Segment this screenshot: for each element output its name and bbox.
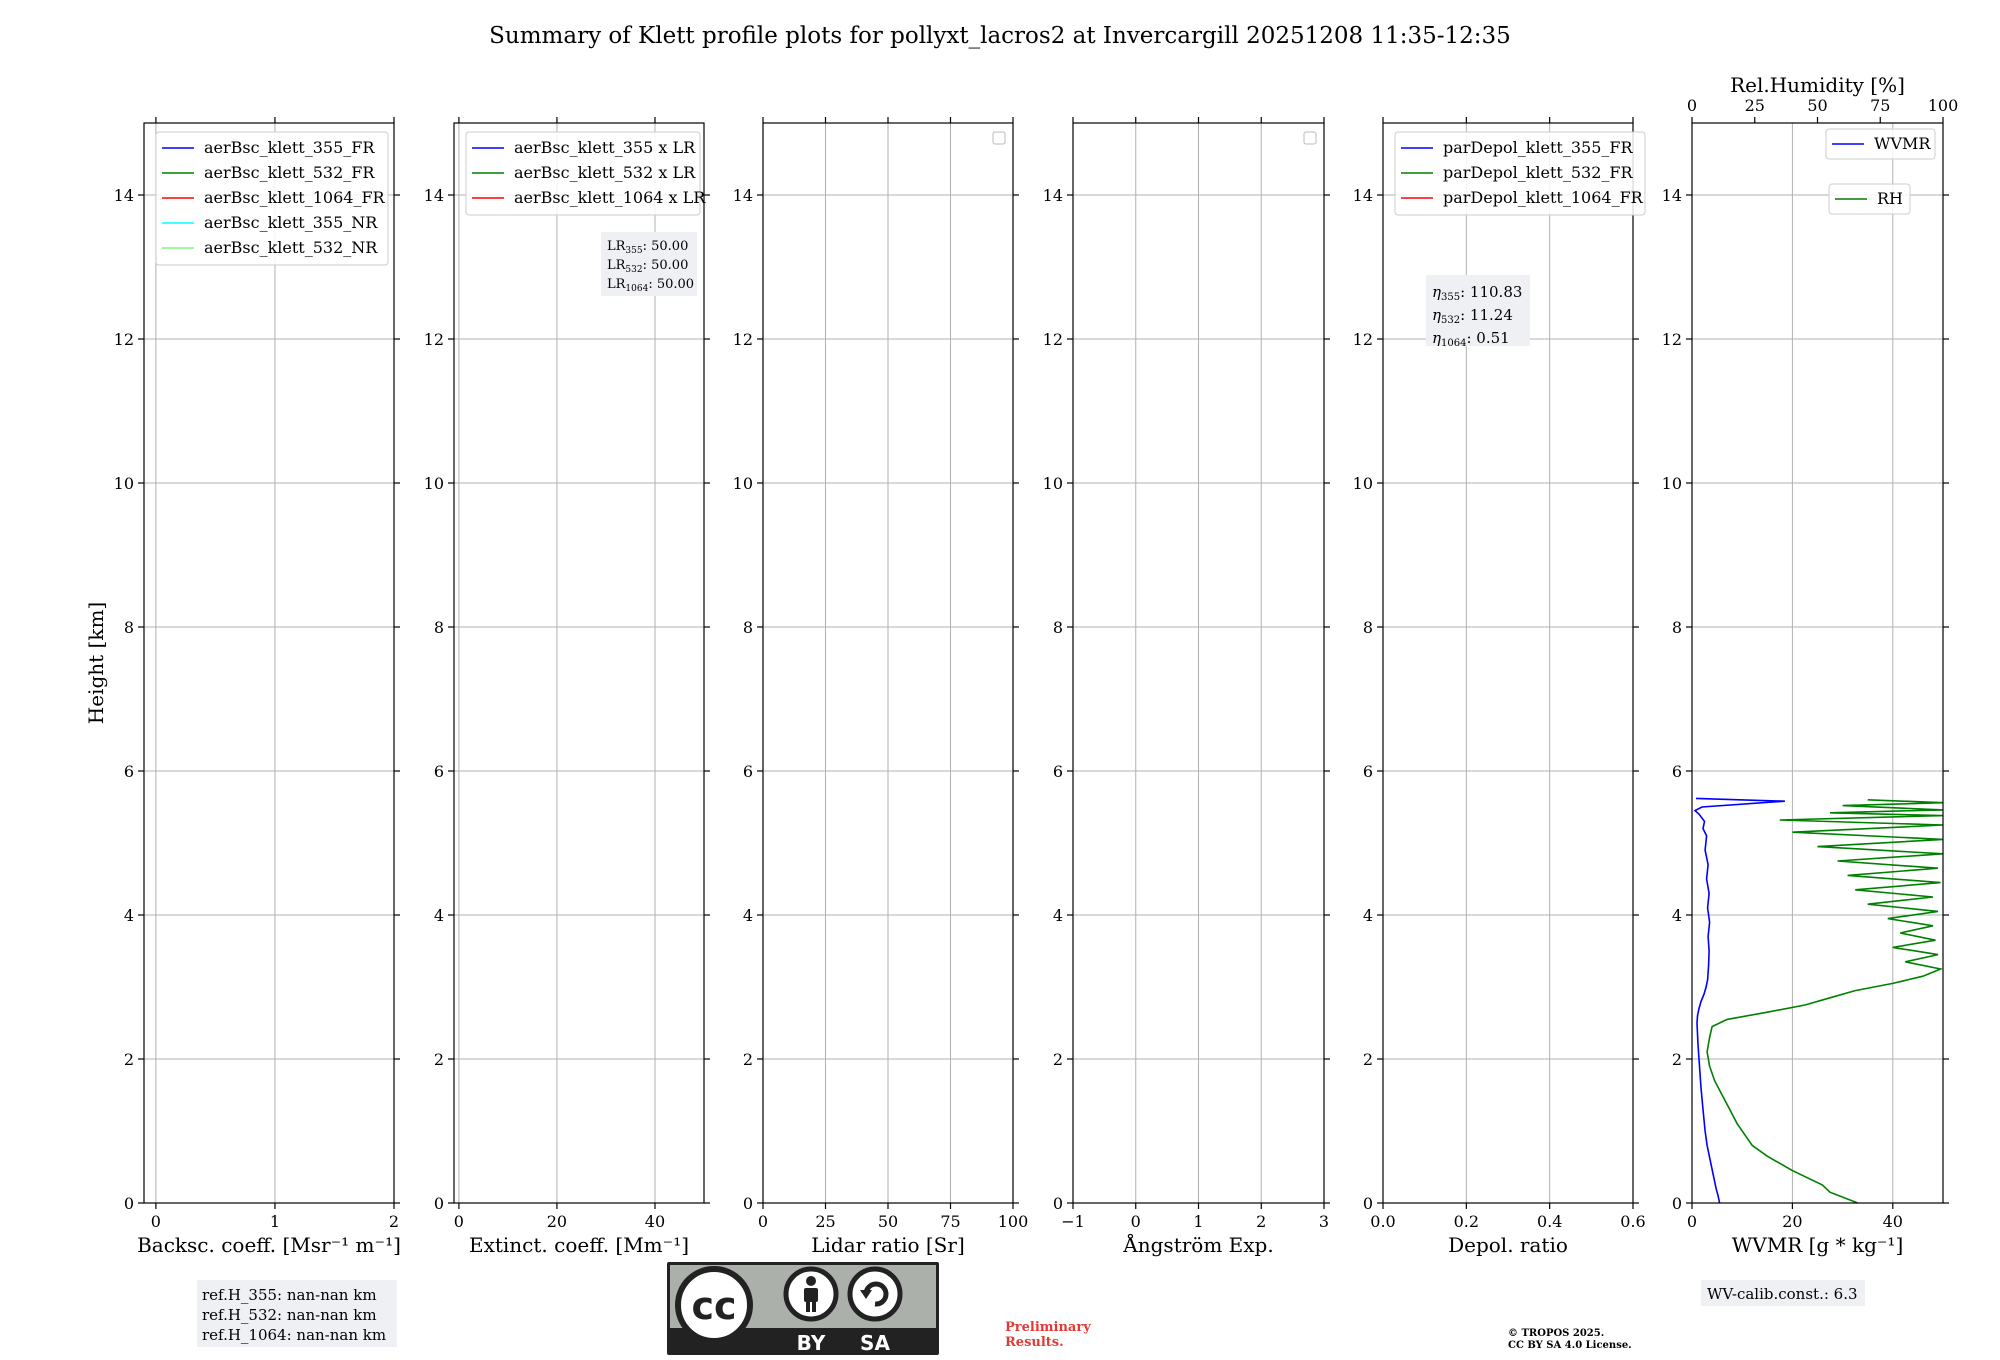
x-tick-label: 0.6: [1620, 1212, 1646, 1231]
y-tick-label: 14: [113, 186, 134, 205]
y-tick-label: 12: [732, 330, 753, 349]
cc-by-sa-badge: [667, 1262, 939, 1355]
y-tick-label: 0: [123, 1194, 134, 1213]
panel-2: [424, 117, 710, 1257]
y-tick-label: 4: [742, 906, 753, 925]
panel-5-xlabel: Depol. ratio: [1448, 1233, 1568, 1257]
x-tick-label: 0.4: [1536, 1212, 1563, 1231]
legend-entry: parDepol_klett_532_FR: [1443, 163, 1633, 182]
y-tick-label: 8: [1362, 618, 1373, 637]
y-tick-label: 4: [1362, 906, 1373, 925]
y-tick-label: 8: [433, 618, 444, 637]
x2-tick-label: 50: [1807, 96, 1828, 115]
legend-entry: parDepol_klett_1064_FR: [1443, 188, 1643, 207]
x-tick-label: 20: [546, 1212, 568, 1231]
x-tick-label: 0: [1130, 1212, 1141, 1231]
x-tick-label: 40: [644, 1212, 666, 1231]
y-tick-label: 0: [742, 1194, 753, 1213]
y-tick-label: 12: [113, 330, 134, 349]
panel-6-grid: [1692, 123, 1943, 1203]
badge-sa: SA: [860, 1331, 890, 1355]
legend-entry: parDepol_klett_355_FR: [1443, 138, 1633, 157]
y-tick-label: 6: [433, 762, 444, 781]
legend-entry: WVMR: [1874, 134, 1931, 153]
y-tick-label: 6: [1052, 762, 1063, 781]
lidar-ratio-355: $LR_{355}$: 50.00: [607, 239, 689, 256]
empty-legend-marker: [993, 132, 1005, 144]
y-tick-label: 4: [123, 906, 134, 925]
y-tick-label: 2: [433, 1050, 444, 1069]
share-alike-icon: [850, 1269, 900, 1319]
legend-entry: aerBsc_klett_1064 x LR: [514, 188, 706, 207]
x-tick-label: 75: [940, 1212, 961, 1231]
y-tick-label: 8: [1052, 618, 1063, 637]
preliminary-line1: Preliminary: [1005, 1320, 1091, 1335]
y-tick-label: 12: [1661, 330, 1682, 349]
copyright-line2: CC BY SA 4.0 License.: [1508, 1340, 1632, 1351]
y-tick-label: 2: [1671, 1050, 1682, 1069]
x-tick-label: 40: [1882, 1212, 1903, 1231]
panels: [114, 73, 1959, 1257]
y-tick-label: 2: [123, 1050, 134, 1069]
y-tick-label: 12: [1042, 330, 1063, 349]
y-tick-label: 8: [742, 618, 753, 637]
x-tick-label: 20: [1782, 1212, 1803, 1231]
panel-5: [1353, 117, 1646, 1257]
panel-1-frame: [144, 123, 394, 1203]
y-tick-label: 14: [732, 186, 753, 205]
y-tick-label: 6: [1362, 762, 1373, 781]
x-tick-label: 25: [815, 1212, 836, 1231]
x2-tick-label: 75: [1870, 96, 1891, 115]
x2-tick-label: 100: [1927, 96, 1959, 115]
y-tick-label: 14: [423, 186, 444, 205]
y-tick-label: 4: [1052, 906, 1063, 925]
panel-3-xlabel: Lidar ratio [Sr]: [811, 1233, 965, 1257]
panel-6-xlabel: WVMR [g * kg⁻¹]: [1731, 1233, 1904, 1257]
y-tick-label: 12: [423, 330, 444, 349]
ref-height-1064: ref.H_1064: nan-nan km: [202, 1326, 387, 1344]
y-tick-label: 0: [1362, 1194, 1373, 1213]
y-axis-label: Height [km]: [84, 601, 108, 725]
x2-tick-label: 0: [1686, 96, 1698, 115]
legend-entry: aerBsc_klett_355_NR: [204, 213, 378, 232]
x-tick-label: 1: [1193, 1212, 1204, 1231]
y-tick-label: 4: [433, 906, 444, 925]
lidar-ratio-532: $LR_{532}$: 50.00: [607, 258, 689, 275]
panel-4: [1043, 117, 1330, 1257]
x-tick-label: 0: [757, 1212, 769, 1231]
y-tick-label: 6: [1671, 762, 1682, 781]
legend-entry: RH: [1877, 189, 1903, 208]
x-tick-label: 0: [453, 1212, 464, 1231]
y-tick-label: 14: [1661, 186, 1682, 205]
x-tick-label: 0: [150, 1212, 161, 1231]
panel-4-xlabel: Ångström Exp.: [1123, 1233, 1274, 1257]
legend-entry: aerBsc_klett_1064_FR: [204, 188, 385, 207]
panel-1-grid: [144, 123, 394, 1203]
figure-title: Summary of Klett profile plots for pollyxt_lacros2 at Invercargill 20251208 11:35-12:35: [489, 23, 1511, 49]
x-tick-label: 3: [1318, 1212, 1330, 1231]
panel-6: [1662, 73, 1959, 1257]
y-tick-label: 10: [1352, 474, 1373, 493]
x-tick-label: 2: [388, 1212, 400, 1231]
ref-heights-box: [197, 1280, 397, 1347]
y-tick-label: 0: [433, 1194, 444, 1213]
y-tick-label: 2: [742, 1050, 753, 1069]
legend-entry: aerBsc_klett_355 x LR: [514, 138, 696, 157]
y-tick-label: 10: [732, 474, 753, 493]
y-tick-label: 10: [113, 474, 134, 493]
panel-6-frame: [1692, 123, 1943, 1203]
panel-3: [733, 117, 1029, 1257]
lidar-ratio-1064: $LR_{1064}$: 50.00: [607, 277, 695, 294]
legend-entry: aerBsc_klett_532 x LR: [514, 163, 696, 182]
ref-height-532: ref.H_532: nan-nan km: [202, 1306, 377, 1324]
x-tick-label: 0.2: [1453, 1212, 1480, 1231]
series-rh-line: [1707, 800, 1943, 1203]
legend-entry: aerBsc_klett_532_FR: [204, 163, 375, 182]
panel-2-xlabel: Extinct. coeff. [Mm⁻¹]: [468, 1233, 690, 1257]
y-tick-label: 6: [742, 762, 753, 781]
eta-532: $\eta_{532}$: 11.24: [1432, 306, 1513, 326]
x-tick-label: 1: [269, 1212, 281, 1231]
panel-4-grid: [1073, 123, 1324, 1203]
badge-by: BY: [796, 1331, 826, 1355]
x-tick-label: −1: [1061, 1212, 1085, 1231]
legend-entry: aerBsc_klett_532_NR: [204, 238, 378, 257]
y-tick-label: 10: [1042, 474, 1063, 493]
series-wvmr-line: [1695, 798, 1785, 1203]
y-tick-label: 10: [1661, 474, 1682, 493]
x-tick-label: 0: [1686, 1212, 1698, 1231]
y-tick-label: 6: [123, 762, 134, 781]
wv-calib-text: WV-calib.const.: 6.3: [1707, 1285, 1858, 1303]
x-tick-label: 50: [877, 1212, 899, 1231]
empty-legend-marker: [1304, 132, 1316, 144]
person-icon: [786, 1269, 836, 1319]
panel-6-x2label: Rel.Humidity [%]: [1730, 73, 1905, 97]
panel-1-xlabel: Backsc. coeff. [Msr⁻¹ m⁻¹]: [137, 1233, 401, 1257]
cc-logo-text: cc: [691, 1284, 737, 1328]
panel-1: [114, 117, 401, 1257]
panel-3-grid: [763, 123, 1013, 1203]
copyright-line1: © TROPOS 2025.: [1508, 1328, 1605, 1339]
y-tick-label: 8: [123, 618, 134, 637]
legend-entry: aerBsc_klett_355_FR: [204, 138, 375, 157]
eta-355: $\eta_{355}$: 110.83: [1432, 283, 1523, 303]
y-tick-label: 14: [1042, 186, 1063, 205]
y-tick-label: 0: [1052, 1194, 1063, 1213]
y-tick-label: 2: [1362, 1050, 1373, 1069]
y-tick-label: 14: [1352, 186, 1373, 205]
y-tick-label: 12: [1352, 330, 1373, 349]
x2-tick-label: 25: [1744, 96, 1765, 115]
preliminary-line2: Results.: [1005, 1335, 1064, 1350]
y-tick-label: 4: [1671, 906, 1682, 925]
ref-height-355: ref.H_355: nan-nan km: [202, 1286, 377, 1304]
eta-1064: $\eta_{1064}$: 0.51: [1432, 329, 1510, 349]
x-tick-label: 2: [1256, 1212, 1267, 1231]
y-tick-label: 2: [1052, 1050, 1063, 1069]
y-tick-label: 10: [423, 474, 444, 493]
wv-calib-box: [1701, 1280, 1865, 1306]
y-tick-label: 0: [1671, 1194, 1682, 1213]
x-tick-label: 100: [997, 1212, 1029, 1231]
x-tick-label: 0.0: [1370, 1212, 1396, 1231]
y-tick-label: 8: [1671, 618, 1682, 637]
